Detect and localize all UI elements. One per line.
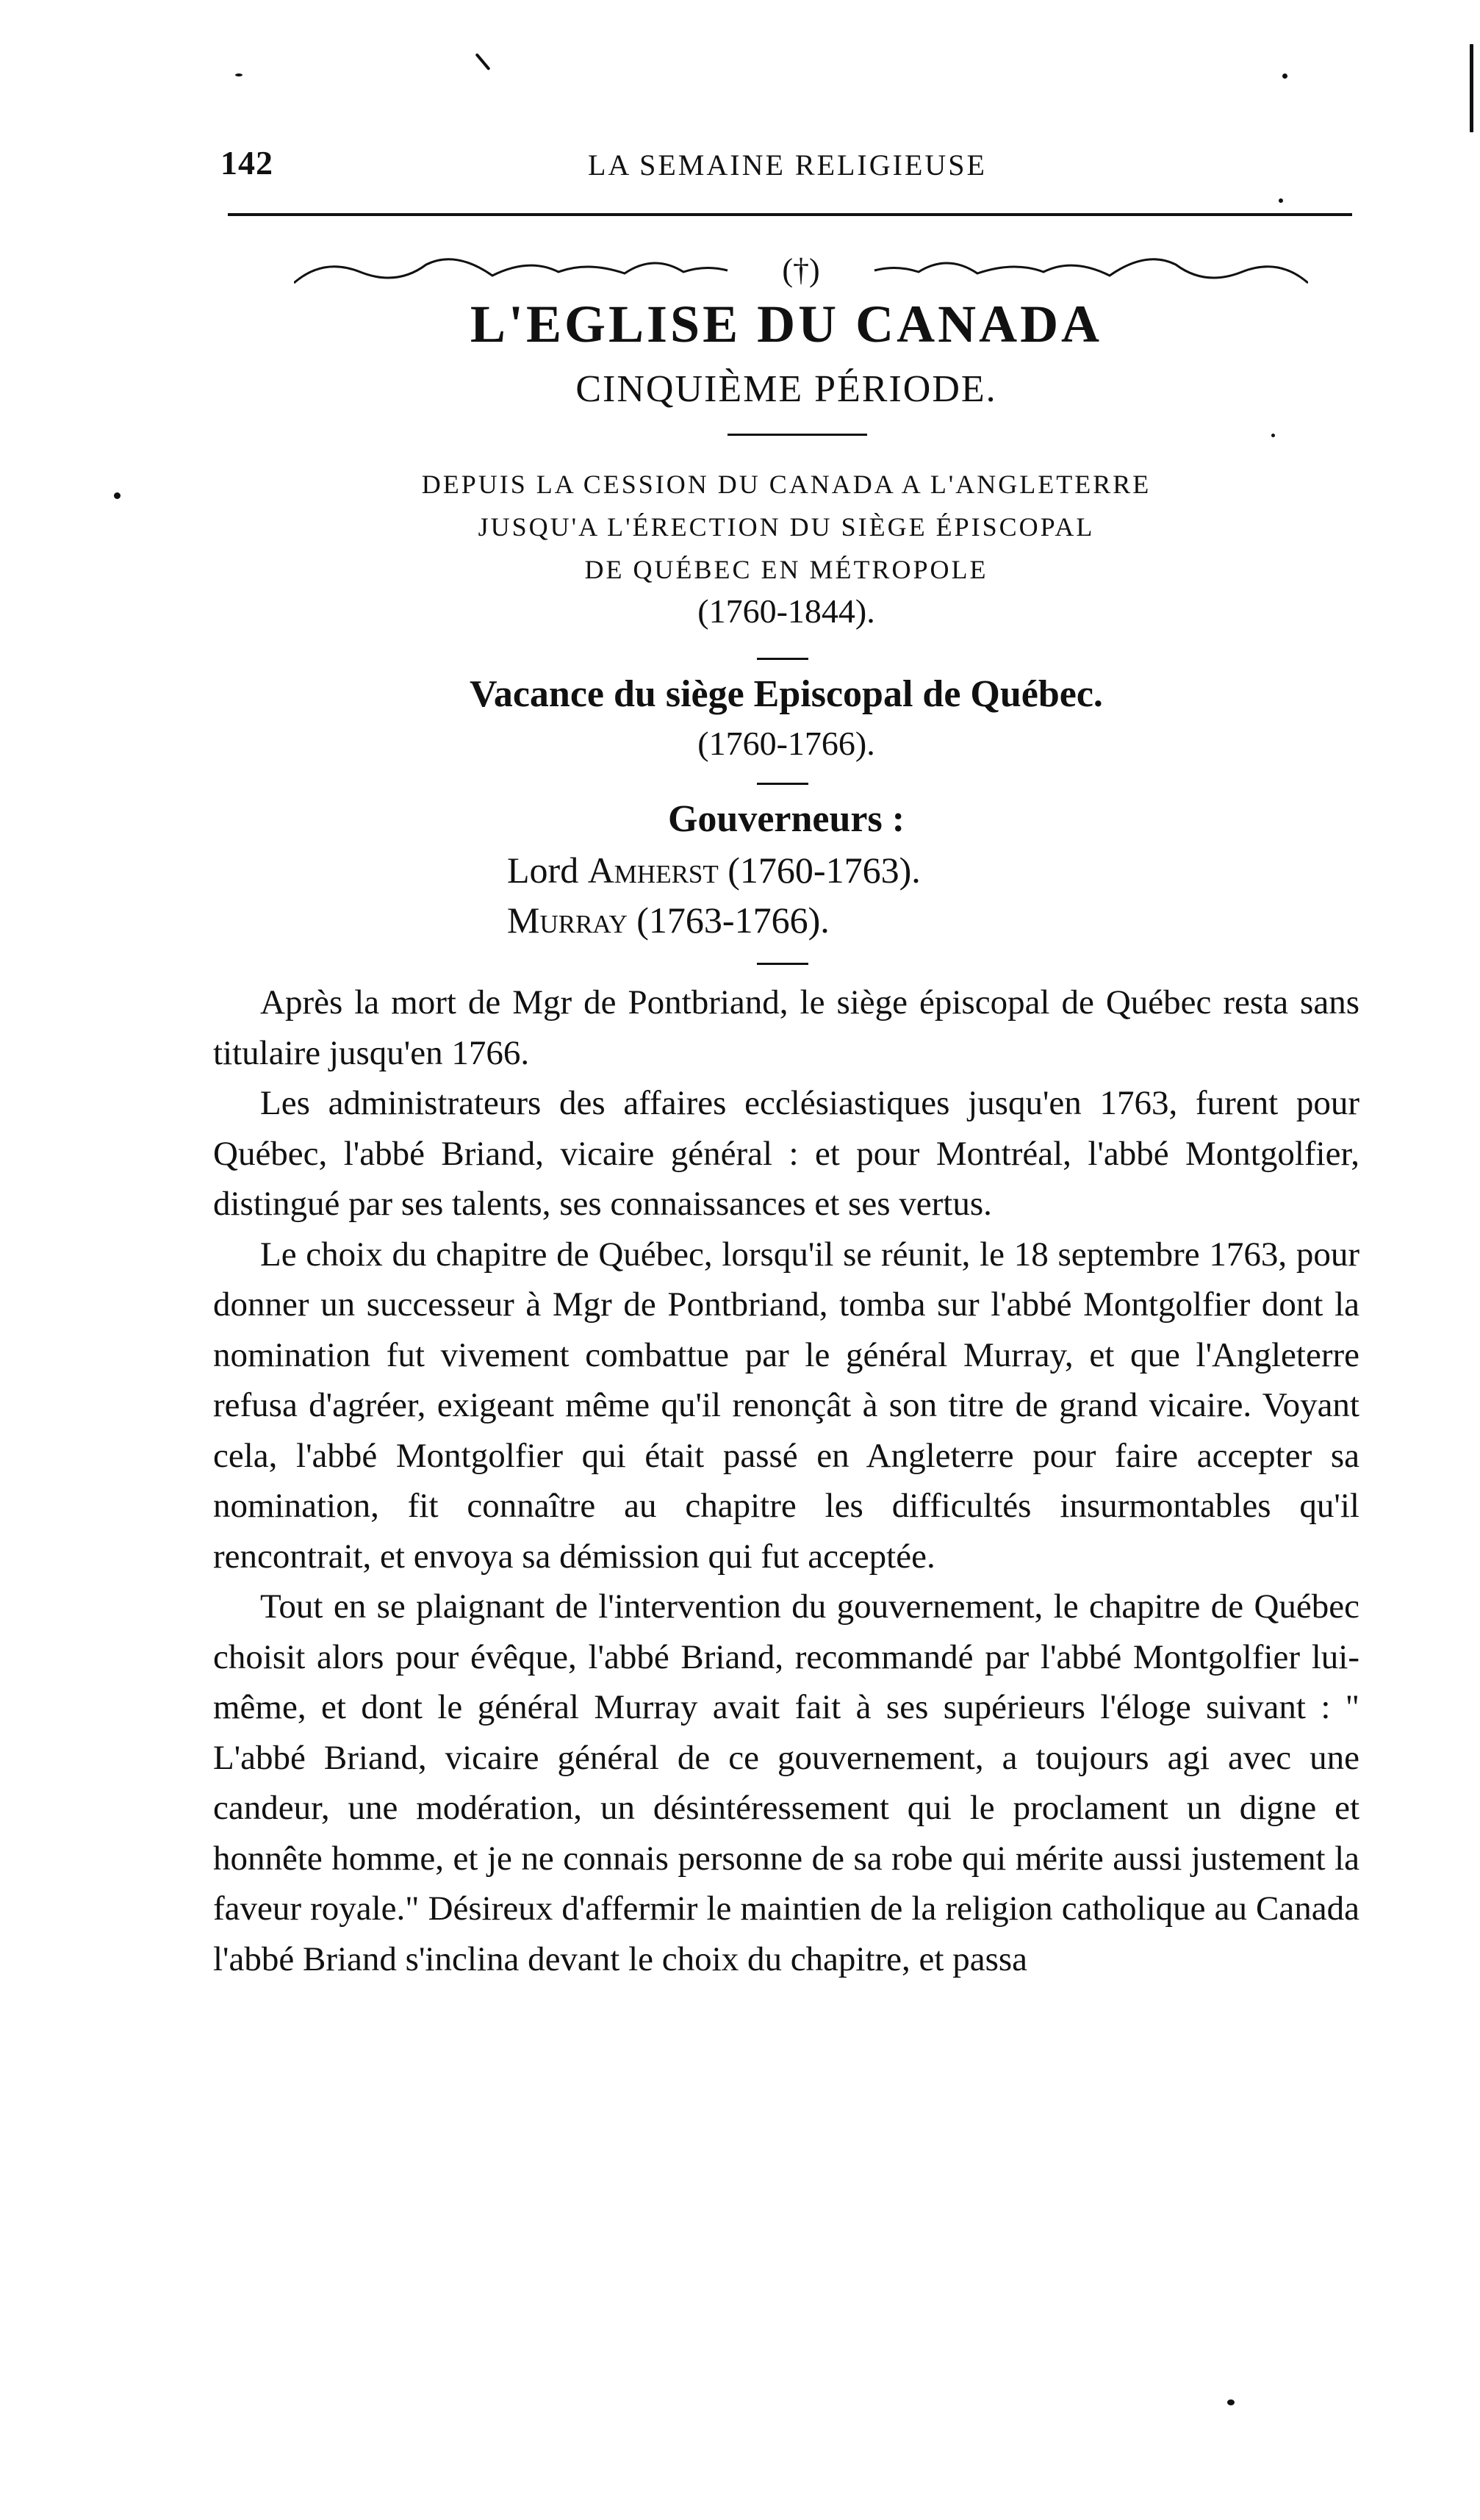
article-subtitle: CINQUIÈME PÉRIODE. [575,368,997,410]
vacancy-dates: (1760-1766). [697,725,875,762]
decorative-ornament [294,243,1308,301]
separator-rule [757,658,808,660]
scan-speck [1271,434,1275,437]
period-dates: (1760-1844). [697,592,875,630]
governor-name: Amherst [587,850,719,891]
period-description [213,463,1359,591]
running-title: LA SEMAINE RELIGIEUSE [588,148,987,182]
page-number: 142 [220,144,273,182]
governors-list [507,845,921,945]
governor-entry [507,895,921,945]
paragraph: Les administrateurs des affaires ecclésiastiques jusqu'en 1763, furent pour Québec, l'abbé Briand, vicaire général : et pour Montréal, l'abbé Montgolfier, distingué par ses talents, ses connaissances et ses vertus. [213,1084,1359,1223]
governor-dates: (1760-1763). [718,850,921,891]
article-title: L'EGLISE DU CANADA [470,295,1103,353]
scan-edge [1470,44,1473,132]
period-line: DEPUIS LA CESSION DU CANADA A L'ANGLETERRE [421,470,1152,499]
governor-entry: Lord Amherst (1760-1763). [507,850,921,891]
scan-speck [1282,73,1287,79]
separator-rule [757,963,808,965]
separator-rule [757,783,808,785]
vacancy-heading: Vacance du siège Episcopal de Québec. [470,673,1103,715]
ornament-cross: (†) [782,252,820,288]
scan-speck [1227,2399,1235,2405]
scan-speck [475,53,490,71]
scan-speck [235,73,243,76]
paragraph: Après la mort de Mgr de Pontbriand, le siège épiscopal de Québec resta sans titulaire jusqu'en 1766. [213,983,1359,1072]
period-line: DE QUÉBEC EN MÉTROPOLE [584,555,988,584]
governor-dates: (1763-1766). [627,900,830,941]
paragraph: Tout en se plaignant de l'intervention du gouvernement, le chapitre de Québec choisit alors pour évêque, l'abbé Briand, recommandé par l'abbé Montgolfier lui-même, et dont le général Murray avait fait à ses supérieurs l'éloge suivant : " L'abbé Briand, vicaire général de ce gouvernement, a toujours agi avec une candeur, une modération, un désintéressement qui le proclament un digne et honnête homme, et je ne connais personne de sa robe qui mérite aussi justement la faveur royale." Désireux d'affermir le maintien de la religion catholique au Canada l'abbé Briand s'inclina devant le choix du chapitre, et passa [213,1587,1359,1978]
governor-name: Murray [507,900,628,941]
header-rule [228,213,1352,216]
separator-rule [728,434,867,436]
paragraph: Le choix du chapitre de Québec, lorsqu'il se réunit, le 18 septembre 1763, pour donner un successeur à Mgr de Pontbriand, tomba sur l'abbé Montgolfier dont la nomination fut vivement combattue par le général Murray, et que l'Angleterre refusa d'agréer, exigeant même qu'il renonçât à son titre de grand vicaire. Voyant cela, l'abbé Montgolfier qui était passé en Angleterre pour faire accepter sa nomination, fit connaître au chapitre les difficultés insurmontables qu'il rencontrait, et envoya sa démission qui fut acceptée. [213,1235,1359,1576]
governors-heading: Gouverneurs : [667,798,905,840]
running-head [220,143,1345,187]
body-text [213,977,1359,1984]
period-line: JUSQU'A L'ÉRECTION DU SIÈGE ÉPISCOPAL [478,512,1095,542]
scan-speck [114,492,121,499]
scan-speck [1279,198,1283,203]
